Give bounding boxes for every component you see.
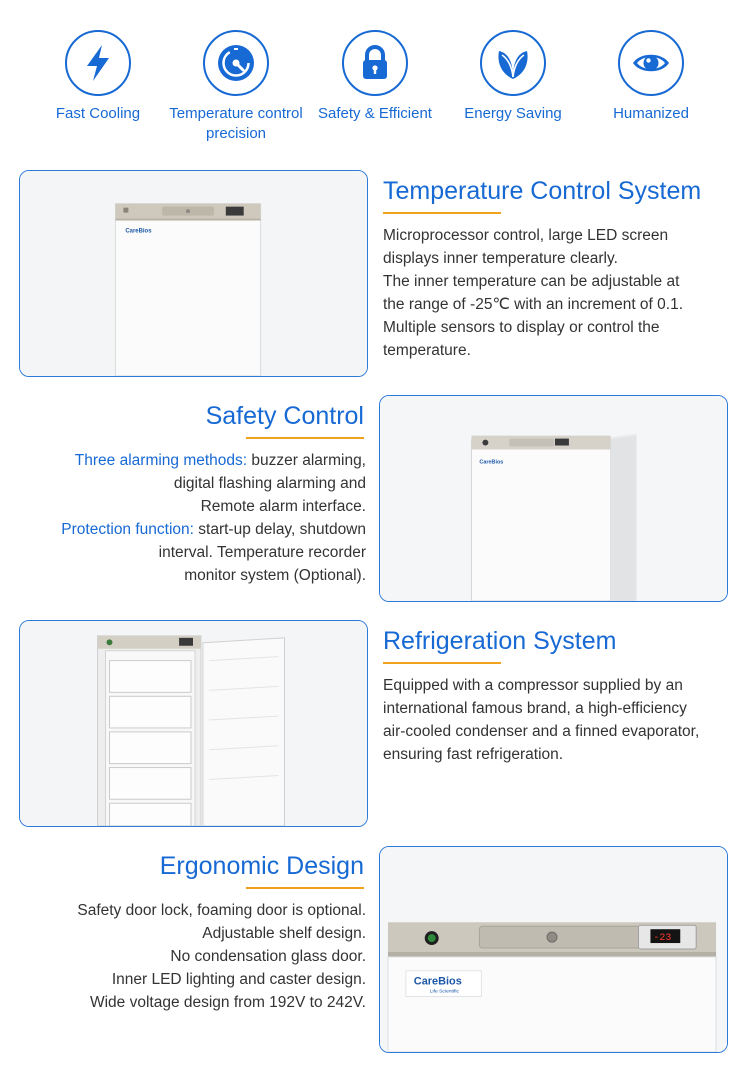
eye-icon [618, 30, 684, 96]
feature-humanized [576, 30, 726, 124]
freezer-open-door-photo [19, 620, 368, 827]
brand-logo: CareBios [413, 975, 462, 988]
feature-fast-cooling [23, 30, 173, 124]
brand-tagline: Life Scientific [429, 989, 459, 995]
title-underline [246, 887, 364, 889]
leaf-icon [480, 30, 546, 96]
temperature-description: Microprocessor control, large LED screen displays inner temperature clearly. The inner temperature can be adjustable at the range of -25℃ with an increment of 0.1. Multiple sensors to display or control the temperature. [383, 227, 684, 359]
section-title-ergonomic: Ergonomic Design [159, 852, 364, 880]
brand-logo: CareBios [479, 459, 504, 466]
section-title-refrigeration: Refrigeration System [383, 627, 617, 655]
lightning-icon [65, 30, 131, 96]
title-underline [246, 437, 364, 439]
feature-label: Fast Cooling [55, 105, 141, 122]
feature-energy-saving [438, 30, 588, 124]
control-panel-closeup-photo [379, 846, 728, 1053]
title-underline [383, 212, 501, 214]
title-underline [383, 662, 501, 664]
feature-label: Energy Saving [464, 105, 562, 122]
feature-safety-efficient [300, 30, 450, 124]
freezer-front-photo [19, 170, 368, 377]
ergonomic-description: Safety door lock, foaming door is optional. Adjustable shelf design. No condensation glass door. Inner LED lighting and caster design. Wide voltage design from 192V to 242V. [77, 902, 366, 1011]
feature-icons-row [0, 30, 750, 150]
feature-temperature-precision [161, 30, 311, 144]
safety-description: Three alarming methods: buzzer alarming, digital flashing alarming and Remote alarm interface. Protection function: start-up delay, shutdown interval. Temperature recorder monitor system (Optional). [61, 452, 366, 584]
section-title-temperature: Temperature Control System [383, 177, 702, 205]
section-title-safety: Safety Control [205, 402, 364, 430]
protection-label: Protection function: [61, 521, 194, 538]
feature-label: Safety & Efficient [318, 105, 432, 122]
alarm-label: Three alarming methods: [74, 452, 248, 469]
refrigeration-description: Equipped with a compressor supplied by an international famous brand, a high-efficiency air-cooled condenser and a finned evaporator, ensuring fast refrigeration. [383, 677, 700, 763]
feature-label: Humanized [613, 105, 689, 122]
feature-label: Temperature control precision [169, 105, 303, 142]
thermostat-dial-icon [203, 30, 269, 96]
brand-logo: CareBios [125, 228, 152, 235]
freezer-angled-photo [379, 395, 728, 602]
padlock-icon [342, 30, 408, 96]
temperature-display-readout: -23 [653, 932, 672, 944]
